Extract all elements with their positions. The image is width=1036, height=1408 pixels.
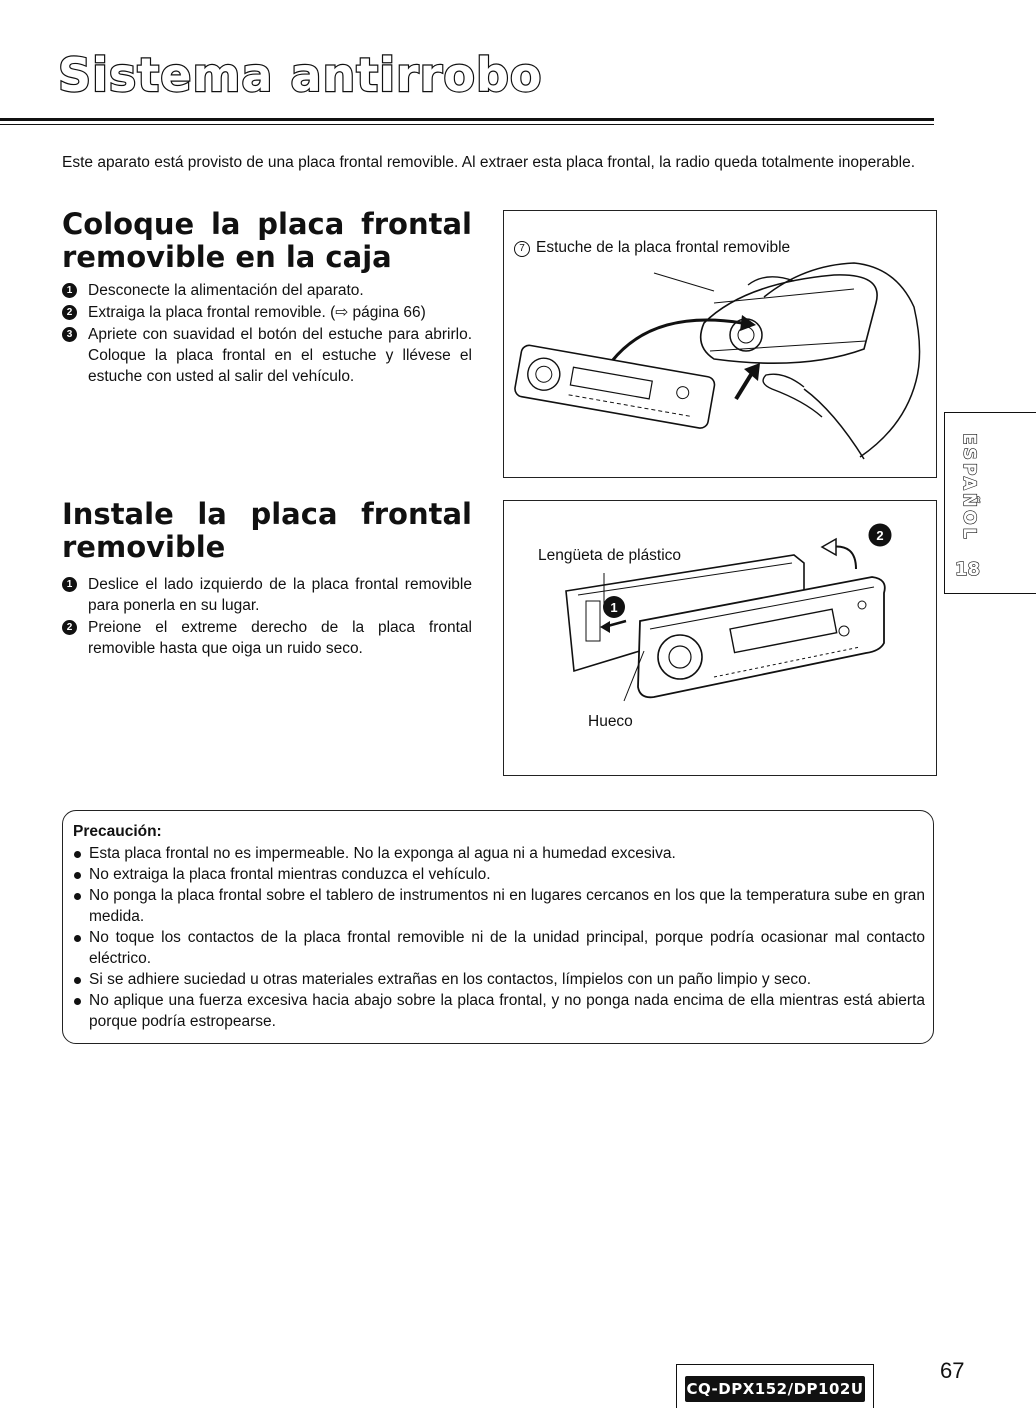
caution-item: No ponga la placa frontal sobre el tablero de instrumentos ni en lugares cercanos en los que la temperatura sube en gran medida. (73, 885, 925, 927)
section-title-install: Instale la placa frontal removible (62, 497, 472, 564)
step-item (62, 574, 472, 616)
language-label: ESPAÑOL (959, 432, 979, 542)
step-number-badge: 3 (62, 327, 77, 342)
model-badge (676, 1364, 874, 1408)
caution-item: No extraiga la placa frontal mientras conduzca el vehículo. (73, 864, 925, 885)
caution-item: No aplique una fuerza excesiva hacia abajo sobre la placa frontal, y no ponga nada encima de ella mientras está abierta porque podría estropearse. (73, 990, 925, 1032)
steps-install (62, 574, 472, 660)
step-number-badge: 1 (62, 577, 77, 592)
section-title-store: Coloque la placa frontal removible en la caja (62, 207, 472, 274)
callout-1-number: 1 (610, 600, 618, 615)
step-text: Apriete con suavidad el botón del estuche para abrirlo. Coloque la placa frontal en el estuche y llévese el estuche con usted al salir del vehículo. (88, 326, 472, 385)
title-rule-thin (0, 124, 934, 125)
case-label-text: Estuche de la placa frontal removible (536, 239, 791, 256)
title-rule (0, 118, 934, 121)
plastic-tab-label: Lengüeta de plástico (538, 547, 682, 564)
figure-install (503, 500, 937, 776)
figure-case-label (512, 239, 792, 257)
caution-item: Si se adhiere suciedad u otras materiales extrañas en los contactos, límpielos con un paño limpio y seco. (73, 969, 925, 990)
language-side-tab (944, 412, 1036, 594)
caution-item: No toque los contactos de la placa frontal removible ni de la unidad principal, porque podría ocasionar mal contacto eléctrico. (73, 927, 925, 969)
slot-label: Hueco (588, 713, 633, 730)
step-item (62, 617, 472, 659)
page-number: 67 (940, 1358, 965, 1383)
steps-store (62, 280, 472, 388)
step-number-badge: 2 (62, 620, 77, 635)
intro-paragraph: Este aparato está provisto de una placa frontal removible. Al extraer esta placa frontal, la radio queda totalmente inoperable. (62, 154, 916, 171)
caution-list (73, 843, 925, 1032)
caution-box (62, 810, 934, 1044)
step-number-badge: 1 (62, 283, 77, 298)
marker-7-icon: 7 (514, 241, 530, 257)
step-text: Preione el extreme derecho de la placa frontal removible hasta que oiga un ruido seco. (88, 619, 472, 657)
install-illustration (504, 501, 938, 777)
step-text: Deslice el lado izquierdo de la placa frontal removible para ponerla en su lugar. (88, 576, 472, 614)
section-page-number: 18 (955, 559, 981, 580)
step-item (62, 324, 472, 387)
step-number-badge: 2 (62, 305, 77, 320)
step-text: Extraiga la placa frontal removible. (⇨ página 66) (88, 304, 426, 321)
model-name: CQ-DPX152/DP102U (685, 1376, 865, 1402)
step-item (62, 280, 472, 301)
page-title: Sistema antirrobo (58, 48, 543, 102)
callout-2-number: 2 (876, 528, 884, 543)
figure-case (503, 210, 937, 478)
step-text: Desconecte la alimentación del aparato. (88, 282, 364, 299)
step-item (62, 302, 472, 323)
caution-item: Esta placa frontal no es impermeable. No la exponga al agua ni a humedad excesiva. (73, 843, 925, 864)
caution-title: Precaución: (73, 823, 162, 840)
